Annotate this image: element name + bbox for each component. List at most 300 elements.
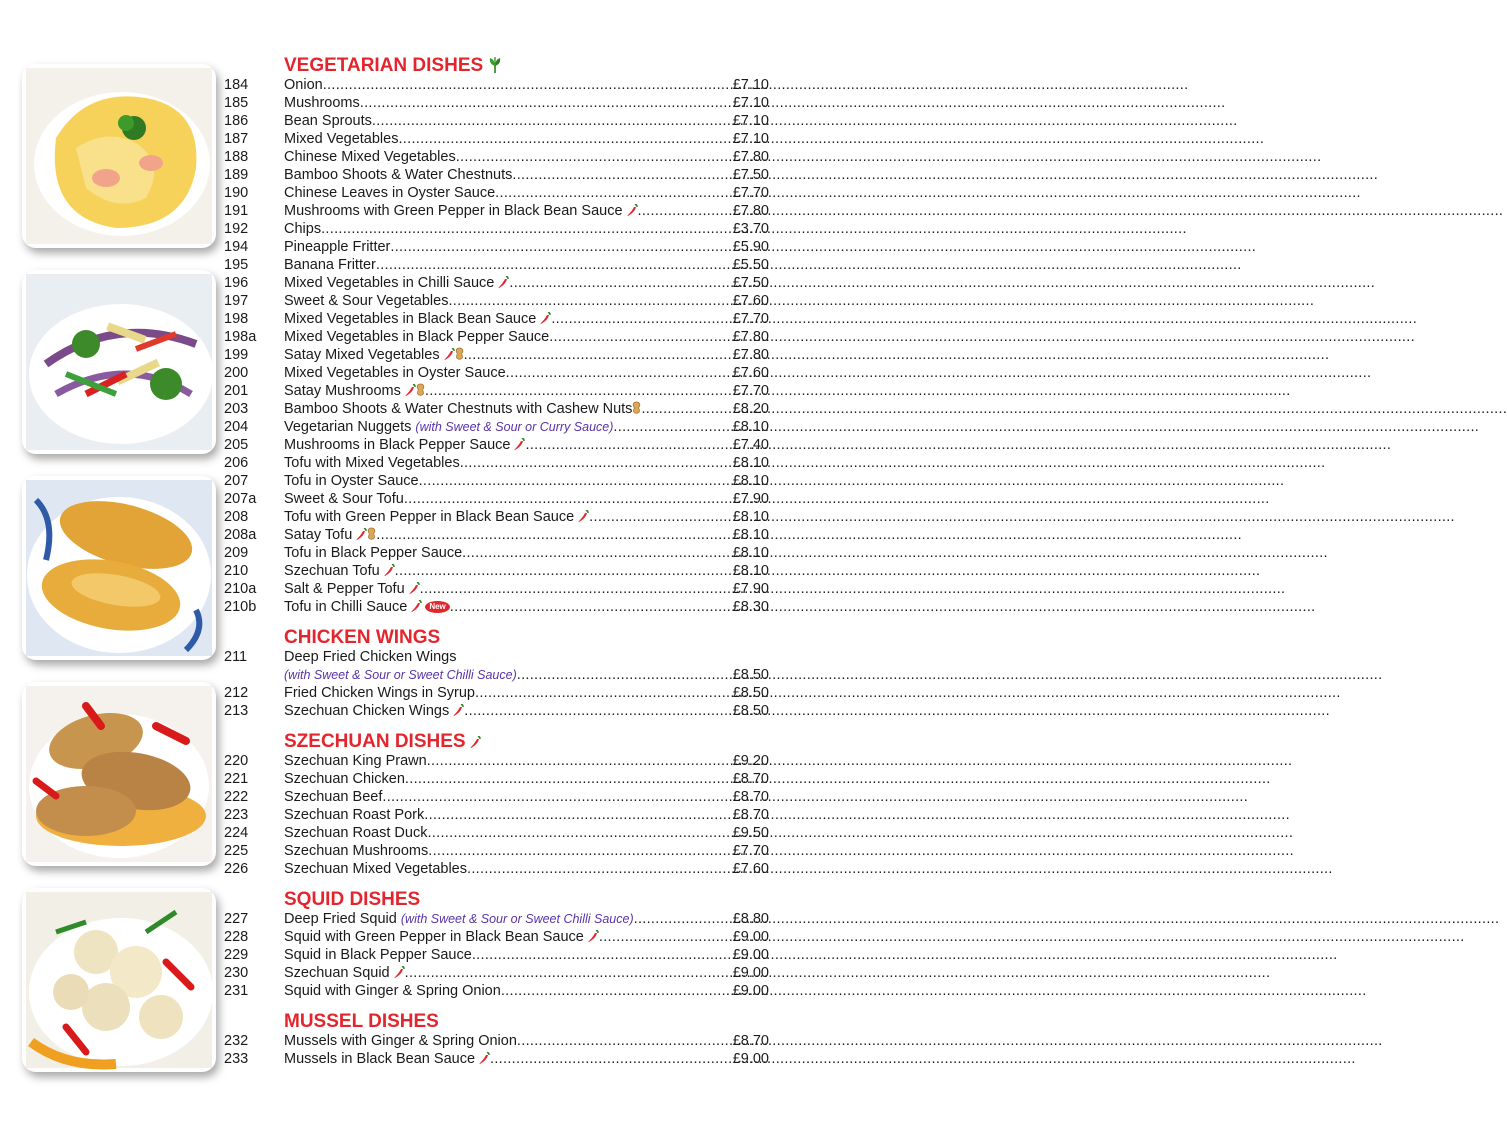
item-name-text: Szechuan Beef bbox=[284, 789, 383, 805]
item-name-text: Szechuan King Prawn bbox=[284, 753, 427, 769]
item-name-text: Tofu in Black Pepper Sauce bbox=[284, 545, 463, 561]
item-price: £8.70 bbox=[732, 1033, 769, 1049]
item-price: £7.10 bbox=[732, 113, 769, 129]
item-number: 228 bbox=[224, 929, 249, 945]
dot-leader bbox=[405, 770, 732, 788]
item-name bbox=[284, 842, 428, 860]
menu-item bbox=[224, 130, 769, 148]
item-number: 201 bbox=[224, 383, 249, 399]
dot-leader bbox=[398, 130, 731, 148]
item-price: £7.60 bbox=[732, 861, 769, 877]
dot-leader bbox=[512, 166, 731, 184]
item-number: 207 bbox=[224, 473, 249, 489]
menu-section bbox=[224, 1012, 769, 1068]
item-name-text: Satay Mixed Vegetables bbox=[284, 347, 440, 363]
item-number: 212 bbox=[224, 685, 249, 701]
menu-item bbox=[224, 328, 769, 346]
chilli-icon bbox=[443, 348, 455, 361]
menu-item bbox=[224, 490, 769, 508]
item-name bbox=[284, 130, 398, 148]
new-badge: New bbox=[425, 601, 449, 613]
dot-leader bbox=[490, 1050, 732, 1068]
item-name-text: Mussels in Black Bean Sauce bbox=[284, 1051, 476, 1067]
chilli-icon bbox=[393, 966, 405, 979]
item-name bbox=[284, 346, 464, 364]
dot-leader bbox=[456, 148, 732, 166]
chicken-wings-photo bbox=[22, 682, 216, 866]
item-name-text: Banana Fritter bbox=[284, 257, 376, 273]
squid-photo bbox=[22, 888, 216, 1072]
item-name-text: Chinese Leaves in Oyster Sauce bbox=[284, 185, 496, 201]
item-name-text: Szechuan Chicken Wings bbox=[284, 703, 450, 719]
item-name-text: Szechuan Roast Duck bbox=[284, 825, 428, 841]
item-name bbox=[284, 94, 360, 112]
item-number: 210a bbox=[224, 581, 257, 597]
item-price: £8.70 bbox=[732, 789, 769, 805]
menu-item bbox=[224, 1032, 769, 1050]
dot-leader bbox=[427, 824, 731, 842]
item-name-text: Sweet & Sour Vegetables bbox=[284, 293, 449, 309]
item-number: 198a bbox=[224, 329, 257, 345]
menu-item bbox=[224, 788, 769, 806]
item-name bbox=[284, 562, 395, 580]
menu-section bbox=[224, 890, 769, 1000]
dot-leader bbox=[472, 946, 732, 964]
item-name bbox=[284, 166, 512, 184]
item-number: 225 bbox=[224, 843, 249, 859]
section-title bbox=[284, 890, 769, 910]
item-name bbox=[284, 364, 506, 382]
item-name-text: Onion bbox=[284, 77, 323, 93]
dot-leader bbox=[424, 806, 731, 824]
dot-leader bbox=[509, 274, 731, 292]
menu-item bbox=[224, 436, 769, 454]
dot-leader bbox=[372, 112, 732, 130]
item-number: 188 bbox=[224, 149, 249, 165]
item-number: 197 bbox=[224, 293, 249, 309]
item-price: £8.50 bbox=[732, 703, 769, 719]
item-price: £7.50 bbox=[732, 275, 769, 291]
item-name bbox=[284, 702, 464, 720]
nut-icon bbox=[632, 401, 641, 415]
chilli-icon bbox=[410, 600, 422, 613]
item-name bbox=[284, 436, 525, 454]
item-name bbox=[284, 382, 425, 400]
dot-leader bbox=[589, 508, 732, 526]
item-name bbox=[284, 982, 501, 1000]
item-price: £7.10 bbox=[732, 95, 769, 111]
dot-leader bbox=[427, 752, 732, 770]
item-name-text: Satay Tofu bbox=[284, 527, 353, 543]
item-price: £9.00 bbox=[732, 983, 769, 999]
menu-item bbox=[224, 946, 769, 964]
menu-item bbox=[224, 310, 769, 328]
item-name-text: Mixed Vegetables bbox=[284, 131, 399, 147]
item-number: 200 bbox=[224, 365, 249, 381]
item-price: £8.10 bbox=[732, 527, 769, 543]
item-name-text: Szechuan Roast Pork bbox=[284, 807, 425, 823]
dot-leader bbox=[517, 666, 732, 684]
menu-item bbox=[224, 526, 769, 544]
item-number: 232 bbox=[224, 1033, 249, 1049]
item-number: 187 bbox=[224, 131, 249, 147]
item-name-text: Tofu in Oyster Sauce bbox=[284, 473, 419, 489]
item-name-text: Pineapple Fritter bbox=[284, 239, 391, 255]
menu-item bbox=[224, 752, 769, 770]
chilli-icon bbox=[452, 704, 464, 717]
banana-fritter-photo bbox=[22, 476, 216, 660]
item-number: 207a bbox=[224, 491, 257, 507]
menu-item bbox=[224, 274, 769, 292]
dot-leader bbox=[425, 382, 732, 400]
chilli-icon bbox=[539, 312, 551, 325]
menu-item bbox=[224, 580, 769, 598]
item-name bbox=[284, 202, 638, 220]
item-name bbox=[284, 184, 495, 202]
menu-item bbox=[224, 544, 769, 562]
item-price: £8.20 bbox=[732, 401, 769, 417]
menu-item bbox=[224, 148, 769, 166]
item-name bbox=[284, 256, 376, 274]
menu-item bbox=[224, 454, 769, 472]
item-number: 205 bbox=[224, 437, 249, 453]
dot-leader bbox=[450, 598, 732, 616]
item-number: 213 bbox=[224, 703, 249, 719]
dot-leader bbox=[525, 436, 731, 454]
menu-item bbox=[224, 860, 769, 878]
item-number: 204 bbox=[224, 419, 249, 435]
item-number: 226 bbox=[224, 861, 249, 877]
item-number: 211 bbox=[224, 649, 248, 665]
item-number: 185 bbox=[224, 95, 249, 111]
dot-leader bbox=[599, 928, 732, 946]
dot-leader bbox=[390, 238, 731, 256]
item-name-text: Bean Sprouts bbox=[284, 113, 372, 129]
item-name-text: Deep Fried Squid bbox=[284, 911, 397, 927]
menu-item bbox=[224, 666, 769, 684]
item-name-text: Fried Chicken Wings in Syrup bbox=[284, 685, 475, 701]
dot-leader bbox=[460, 454, 732, 472]
item-name bbox=[284, 274, 509, 292]
menu-section bbox=[224, 56, 769, 616]
nut-icon bbox=[455, 347, 464, 361]
item-price: £7.10 bbox=[732, 131, 769, 147]
chilli-icon bbox=[383, 564, 395, 577]
dot-leader bbox=[420, 580, 732, 598]
item-number: 222 bbox=[224, 789, 249, 805]
item-name-text: Szechuan Mixed Vegetables bbox=[284, 861, 467, 877]
item-name-text: Tofu in Chilli Sauce bbox=[284, 599, 408, 615]
item-name-text: Sweet & Sour Tofu bbox=[284, 491, 404, 507]
dot-leader bbox=[467, 860, 732, 878]
item-name bbox=[284, 788, 382, 806]
item-name-text: Mixed Vegetables in Oyster Sauce bbox=[284, 365, 506, 381]
item-price: £8.50 bbox=[732, 685, 769, 701]
item-name bbox=[284, 964, 405, 982]
item-number: 203 bbox=[224, 401, 249, 417]
item-name-text: Squid in Black Pepper Sauce bbox=[284, 947, 472, 963]
dot-leader bbox=[495, 184, 732, 202]
item-price: £7.40 bbox=[732, 437, 769, 453]
item-name-text: Satay Mushrooms bbox=[284, 383, 401, 399]
item-name bbox=[284, 752, 427, 770]
item-price: £3.70 bbox=[732, 221, 769, 237]
section-title-text: CHICKEN WINGS bbox=[284, 627, 441, 648]
item-price: £7.80 bbox=[732, 203, 769, 219]
dot-leader bbox=[462, 544, 732, 562]
item-price: £7.70 bbox=[732, 383, 769, 399]
dot-leader bbox=[549, 328, 732, 346]
item-price: £8.70 bbox=[732, 771, 769, 787]
menu-item bbox=[224, 112, 769, 130]
item-price: £8.10 bbox=[732, 455, 769, 471]
dot-leader bbox=[405, 964, 732, 982]
menu-section bbox=[224, 628, 769, 720]
menu-item bbox=[224, 472, 769, 490]
item-number: 191 bbox=[224, 203, 249, 219]
item-name-text: Mixed Vegetables in Black Pepper Sauce bbox=[284, 329, 550, 345]
item-note: (with Sweet & Sour or Curry Sauce) bbox=[415, 420, 614, 434]
section-title bbox=[284, 628, 769, 648]
menu-item bbox=[224, 982, 769, 1000]
dot-leader bbox=[641, 400, 731, 418]
item-number: 210b bbox=[224, 599, 257, 615]
item-number: 190 bbox=[224, 185, 249, 201]
dot-leader bbox=[382, 788, 731, 806]
item-price: £8.50 bbox=[732, 667, 769, 683]
section-title-text: MUSSEL DISHES bbox=[284, 1011, 439, 1032]
omelette-photo bbox=[22, 64, 216, 248]
item-price: £8.30 bbox=[732, 599, 769, 615]
item-price: £7.50 bbox=[732, 167, 769, 183]
item-price: £9.00 bbox=[732, 947, 769, 963]
item-price: £7.10 bbox=[732, 77, 769, 93]
item-number: 184 bbox=[224, 77, 249, 93]
item-name-text: Mushrooms bbox=[284, 95, 360, 111]
dot-leader bbox=[517, 1032, 732, 1050]
dot-leader bbox=[376, 256, 732, 274]
item-name bbox=[284, 910, 634, 928]
dot-leader bbox=[419, 472, 732, 490]
menu-item bbox=[224, 1050, 769, 1068]
item-name bbox=[284, 946, 472, 964]
mixed-vegetables-photo bbox=[22, 270, 216, 454]
dot-leader bbox=[551, 310, 731, 328]
chilli-icon bbox=[408, 582, 420, 595]
item-name-text: Mushrooms with Green Pepper in Black Bean Sauce bbox=[284, 203, 623, 219]
menu-item bbox=[224, 928, 769, 946]
menu-item bbox=[224, 910, 769, 928]
dot-leader bbox=[634, 910, 732, 928]
dot-leader bbox=[404, 490, 732, 508]
chilli-icon bbox=[577, 510, 589, 523]
item-price: £7.90 bbox=[732, 491, 769, 507]
chilli-icon bbox=[497, 276, 509, 289]
item-name bbox=[284, 310, 551, 328]
item-name bbox=[284, 824, 427, 842]
item-name-text: Mushrooms in Black Pepper Sauce bbox=[284, 437, 511, 453]
chilli-icon bbox=[587, 930, 599, 943]
item-number: 198 bbox=[224, 311, 249, 327]
item-price: £9.20 bbox=[732, 753, 769, 769]
item-price: £7.60 bbox=[732, 365, 769, 381]
section-title-text: VEGETARIAN DISHES bbox=[284, 55, 484, 76]
item-name-text: Mussels with Ginger & Spring Onion bbox=[284, 1033, 517, 1049]
item-name bbox=[284, 1032, 517, 1050]
item-price: £7.90 bbox=[732, 581, 769, 597]
item-price: £9.00 bbox=[732, 965, 769, 981]
item-name bbox=[284, 666, 517, 684]
nut-icon bbox=[416, 383, 425, 397]
item-name bbox=[284, 526, 376, 544]
item-name bbox=[284, 598, 450, 616]
item-name bbox=[284, 1050, 490, 1068]
menu-item bbox=[224, 842, 769, 860]
section-title bbox=[284, 1012, 769, 1032]
item-number: 208 bbox=[224, 509, 249, 525]
dot-leader bbox=[638, 202, 732, 220]
item-number: 221 bbox=[224, 771, 249, 787]
item-price: £8.10 bbox=[732, 419, 769, 435]
item-number: 230 bbox=[224, 965, 249, 981]
dot-leader bbox=[506, 364, 732, 382]
item-name-text: Tofu with Green Pepper in Black Bean Sauce bbox=[284, 509, 575, 525]
item-price: £5.50 bbox=[732, 257, 769, 273]
item-price: £9.00 bbox=[732, 929, 769, 945]
item-name-text: Deep Fried Chicken Wings bbox=[284, 649, 457, 665]
dot-leader bbox=[323, 76, 732, 94]
item-name bbox=[284, 418, 613, 436]
item-number: 223 bbox=[224, 807, 249, 823]
item-name bbox=[284, 544, 462, 562]
item-name bbox=[284, 860, 467, 878]
menu-item bbox=[224, 964, 769, 982]
item-price: £5.90 bbox=[732, 239, 769, 255]
item-price: £7.80 bbox=[732, 347, 769, 363]
item-name bbox=[284, 770, 405, 788]
item-number: 229 bbox=[224, 947, 249, 963]
menu-item bbox=[224, 824, 769, 842]
item-name-text: Chips bbox=[284, 221, 322, 237]
item-number: 233 bbox=[224, 1051, 249, 1067]
item-name-text: Mixed Vegetables in Black Bean Sauce bbox=[284, 311, 537, 327]
item-name-text: Szechuan Chicken bbox=[284, 771, 405, 787]
item-name-text: Bamboo Shoots & Water Chestnuts with Cashew Nuts bbox=[284, 401, 633, 417]
dot-leader bbox=[464, 702, 731, 720]
item-name bbox=[284, 580, 420, 598]
item-name-text: Tofu with Mixed Vegetables bbox=[284, 455, 460, 471]
nut-icon bbox=[367, 527, 376, 541]
item-name bbox=[284, 148, 456, 166]
item-price: £8.10 bbox=[732, 563, 769, 579]
item-name bbox=[284, 684, 475, 702]
item-price: £7.60 bbox=[732, 293, 769, 309]
menu-item bbox=[224, 598, 769, 616]
menu-item bbox=[224, 76, 769, 94]
section-title-text: SQUID DISHES bbox=[284, 889, 421, 910]
item-name bbox=[284, 238, 390, 256]
dot-leader bbox=[428, 842, 731, 860]
vegetarian-leaf-icon bbox=[487, 56, 503, 74]
menu-item bbox=[224, 346, 769, 364]
item-name-text: Szechuan Mushrooms bbox=[284, 843, 429, 859]
dot-leader bbox=[376, 526, 731, 544]
menu-item bbox=[224, 184, 769, 202]
section-title bbox=[284, 56, 769, 76]
item-name-text: Chinese Mixed Vegetables bbox=[284, 149, 456, 165]
dot-leader bbox=[501, 982, 732, 1000]
item-name bbox=[284, 508, 589, 526]
menu-item bbox=[224, 202, 769, 220]
menu-item bbox=[224, 382, 769, 400]
item-name bbox=[284, 648, 456, 666]
item-number: 224 bbox=[224, 825, 249, 841]
item-number: 189 bbox=[224, 167, 249, 183]
item-name-text: Szechuan Squid bbox=[284, 965, 390, 981]
item-price: £7.80 bbox=[732, 149, 769, 165]
menu-item bbox=[224, 702, 769, 720]
item-name bbox=[284, 328, 549, 346]
item-name bbox=[284, 76, 323, 94]
menu-item bbox=[224, 400, 769, 418]
dot-leader bbox=[395, 562, 732, 580]
item-name bbox=[284, 806, 424, 824]
section-title bbox=[284, 732, 769, 752]
item-name bbox=[284, 928, 599, 946]
item-price: £8.80 bbox=[732, 911, 769, 927]
menu-item bbox=[224, 648, 769, 666]
item-number: 220 bbox=[224, 753, 249, 769]
dot-leader bbox=[360, 94, 732, 112]
item-name bbox=[284, 112, 372, 130]
dot-leader bbox=[321, 220, 732, 238]
item-price: £8.70 bbox=[732, 807, 769, 823]
item-name-text: Szechuan Tofu bbox=[284, 563, 380, 579]
item-number: 208a bbox=[224, 527, 257, 543]
menu-item bbox=[224, 770, 769, 788]
item-name-text: Squid with Ginger & Spring Onion bbox=[284, 983, 501, 999]
menu-item bbox=[224, 220, 769, 238]
item-price: £8.10 bbox=[732, 545, 769, 561]
section-title-text: SZECHUAN DISHES bbox=[284, 731, 466, 752]
item-number: 210 bbox=[224, 563, 249, 579]
chilli-icon bbox=[404, 384, 416, 397]
menu-item bbox=[224, 292, 769, 310]
item-name-text: Bamboo Shoots & Water Chestnuts bbox=[284, 167, 513, 183]
item-number: 195 bbox=[224, 257, 249, 273]
menu-item bbox=[224, 418, 769, 436]
menu-item bbox=[224, 256, 769, 274]
item-name bbox=[284, 490, 404, 508]
item-number: 196 bbox=[224, 275, 249, 291]
item-price: £9.50 bbox=[732, 825, 769, 841]
item-name bbox=[284, 454, 460, 472]
item-number: 199 bbox=[224, 347, 249, 363]
item-name bbox=[284, 220, 321, 238]
chilli-icon bbox=[355, 528, 367, 541]
item-price: £8.10 bbox=[732, 509, 769, 525]
item-name bbox=[284, 472, 419, 490]
item-name bbox=[284, 292, 448, 310]
menu-item bbox=[224, 508, 769, 526]
dot-leader bbox=[475, 684, 732, 702]
item-name-text: Squid with Green Pepper in Black Bean Sauce bbox=[284, 929, 584, 945]
item-number: 194 bbox=[224, 239, 249, 255]
dot-leader bbox=[464, 346, 732, 364]
item-note: (with Sweet & Sour or Sweet Chilli Sauce) bbox=[400, 912, 634, 926]
dot-leader bbox=[613, 418, 731, 436]
item-note: (with Sweet & Sour or Sweet Chilli Sauce) bbox=[284, 668, 517, 682]
